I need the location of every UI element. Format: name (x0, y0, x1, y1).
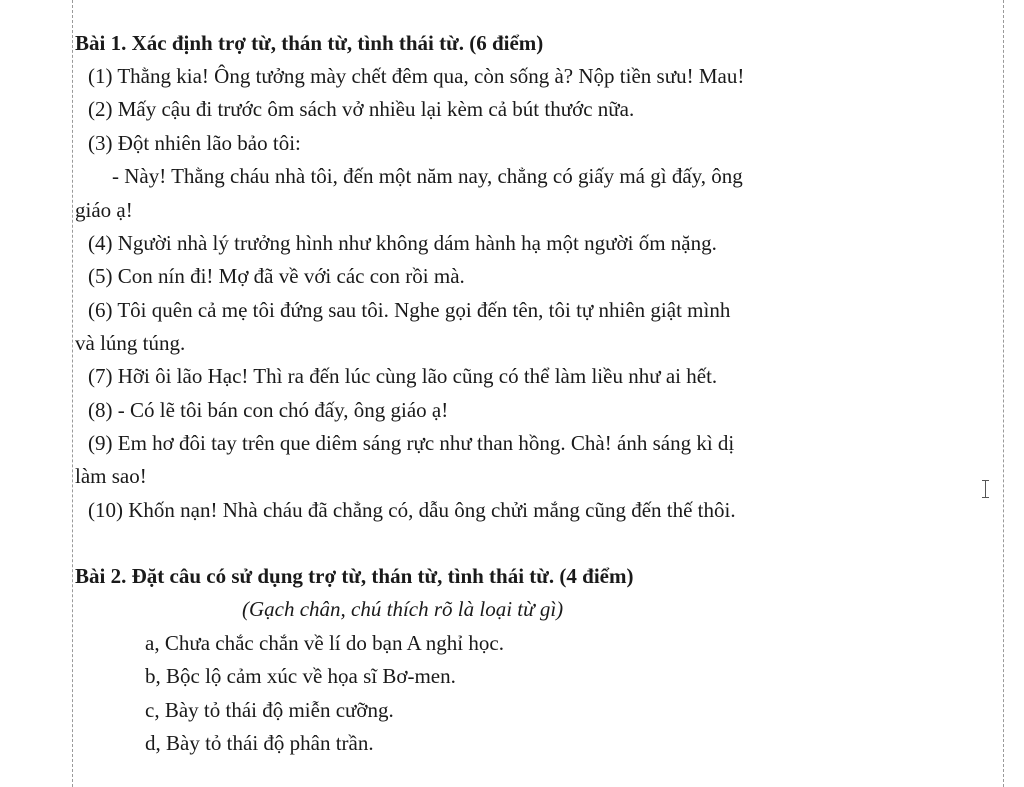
ex1-line-11: (8) - Có lẽ tôi bán con chó đấy, ông giáo ạ! (88, 398, 449, 422)
ex2-item-a: a, Chưa chắc chắn về lí do bạn A nghỉ học. (145, 631, 504, 655)
ex1-line-4: - Này! Thằng cháu nhà tôi, đến một năm nay, chẳng có giấy má gì đấy, ông (112, 164, 743, 188)
ex1-line-1: (1) Thằng kia! Ông tưởng mày chết đêm qua, còn sống à? Nộp tiền sưu! Mau! (88, 64, 745, 88)
ex1-line-13: làm sao! (75, 464, 147, 488)
exercise1-title: Bài 1. Xác định trợ từ, thán từ, tình thái từ. (6 điểm) (75, 31, 544, 55)
ex1-line-6: (4) Người nhà lý trưởng hình như không dám hành hạ một người ốm nặng. (88, 231, 717, 255)
exercise2-instruction: (Gạch chân, chú thích rõ là loại từ gì) (242, 597, 564, 621)
ex1-line-9: và lúng túng. (75, 331, 186, 355)
ex1-line-2: (2) Mấy cậu đi trước ôm sách vở nhiều lại kèm cả bút thước nữa. (88, 97, 635, 121)
ex1-line-8: (6) Tôi quên cả mẹ tôi đứng sau tôi. Nghe gọi đến tên, tôi tự nhiên giật mình (88, 298, 731, 322)
ex1-line-3: (3) Đột nhiên lão bảo tôi: (88, 131, 301, 155)
ex1-line-12: (9) Em hơ đôi tay trên que diêm sáng rực như than hồng. Chà! ánh sáng kì dị (88, 431, 735, 455)
ex1-line-14: (10) Khốn nạn! Nhà cháu đã chẳng có, dẫu ông chửi mắng cũng đến thế thôi. (88, 498, 736, 522)
ex2-item-d: d, Bày tỏ thái độ phân trần. (145, 731, 374, 755)
ex2-item-c: c, Bày tỏ thái độ miễn cưỡng. (145, 698, 394, 722)
exercise2-title: Bài 2. Đặt câu có sử dụng trợ từ, thán từ, tình thái từ. (4 điểm) (75, 564, 634, 588)
ex1-line-10: (7) Hỡi ôi lão Hạc! Thì ra đến lúc cùng lão cũng có thể làm liều như ai hết. (88, 364, 718, 388)
ex1-line-7: (5) Con nín đi! Mợ đã về với các con rồi mà. (88, 264, 465, 288)
ex2-item-b: b, Bộc lộ cảm xúc về họa sĩ Bơ-men. (145, 664, 456, 688)
text-cursor-icon (982, 480, 989, 498)
ex1-line-5: giáo ạ! (75, 198, 133, 222)
